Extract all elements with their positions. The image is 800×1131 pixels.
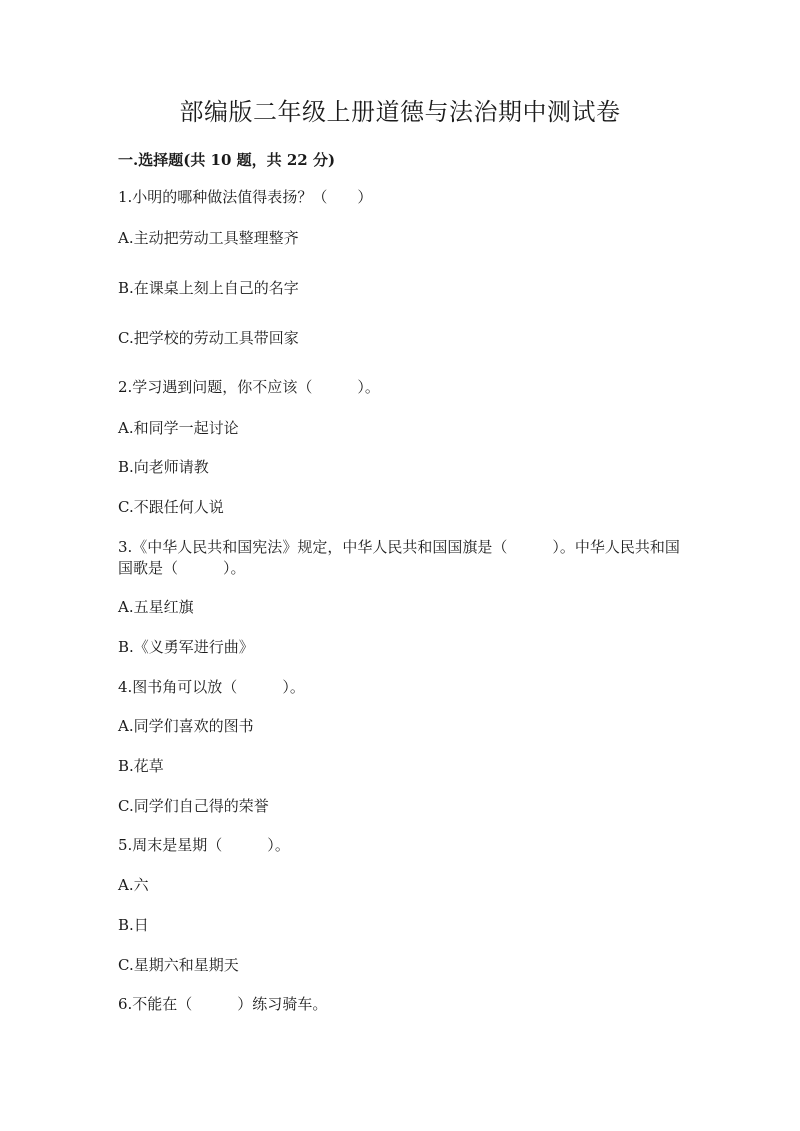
question-4-stem: 4.图书角可以放（ ）。 [118, 678, 305, 696]
question-5-stem: 5.周末是星期（ ）。 [118, 836, 290, 854]
question-3-stem: 3.《中华人民共和国宪法》规定，中华人民共和国国旗是（ ）。中华人民共和国国歌是（ ）。 [118, 538, 680, 577]
question-6-stem: 6.不能在（ ）练习骑车。 [118, 995, 328, 1013]
question-5-option-b: B.日 [118, 916, 149, 934]
exam-title: 部编版二年级上册道德与法治期中测试卷 [179, 98, 621, 126]
question-1-stem: 1.小明的哪种做法值得表扬？（ ） [118, 188, 373, 206]
question-1-option-c: C.把学校的劳动工具带回家 [118, 329, 299, 347]
question-4-option-c: C.同学们自己得的荣誉 [118, 797, 269, 815]
question-1-option-a: A.主动把劳动工具整理整齐 [118, 229, 299, 247]
question-2-stem: 2.学习遇到问题，你不应该（ ）。 [118, 378, 380, 396]
question-2-option-b: B.向老师请教 [118, 458, 209, 476]
question-2-option-a: A.和同学一起讨论 [118, 419, 239, 437]
question-4-option-b: B.花草 [118, 757, 164, 775]
question-2-option-c: C.不跟任何人说 [118, 498, 224, 516]
question-3-option-a: A.五星红旗 [118, 598, 194, 616]
question-1-option-b: B.在课桌上刻上自己的名字 [118, 279, 299, 297]
question-3-option-b: B.《义勇军进行曲》 [118, 638, 254, 656]
question-5-option-a: A.六 [118, 876, 149, 894]
section-heading: 一.选择题(共 10 题，共 22 分) [118, 151, 336, 169]
question-5-option-c: C.星期六和星期天 [118, 956, 239, 974]
question-4-option-a: A.同学们喜欢的图书 [118, 717, 254, 735]
